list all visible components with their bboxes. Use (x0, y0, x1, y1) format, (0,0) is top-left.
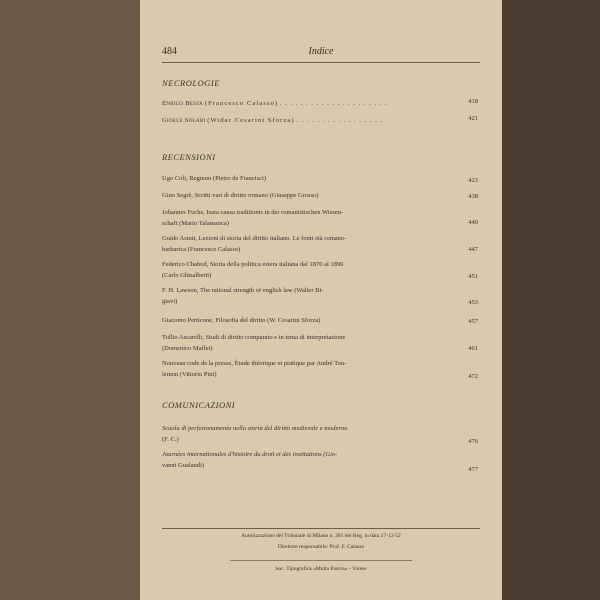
entry-line: (Domenico Maffei) (162, 345, 213, 352)
entry-reviewer: (Widar Cesarini Sforza) (207, 117, 295, 124)
section-title-comunicazioni: COMUNICAZIONI (162, 400, 236, 410)
book-page (140, 0, 502, 600)
index-entry: Enrico Besta (Francesco Calasso) . . . . . . . . . . . . . . . . . . . . . (162, 100, 388, 107)
entry-line: giavi) (162, 298, 178, 305)
footer-director: Direttore responsabile: Prof. F. Calasso (277, 544, 365, 550)
entry-line: Scuola di perfezionamento nella storia del diritto medievale e moderno (162, 425, 348, 432)
index-entry (162, 332, 472, 354)
entry-line: vanni Gualandi) (162, 462, 205, 469)
index-entry (162, 190, 472, 201)
entry-line: Journées internationales d'histoire du droit et des institutions (Gio- (162, 451, 338, 458)
entry-page: 421 (468, 115, 478, 122)
entry-page: 447 (468, 246, 478, 253)
index-entry (162, 358, 472, 380)
background-left (0, 0, 140, 600)
entry-page: 451 (468, 273, 478, 280)
entry-line: lemon (Vittorio Pini) (162, 371, 217, 378)
page-title: Indice (308, 46, 334, 57)
index-entry (162, 449, 472, 471)
entry-page: 438 (468, 193, 478, 200)
index-entry (162, 207, 472, 229)
index-entry: Gioele Solari (Widar Cesarini Sforza) . . . . . . . . . . . . . . . . . (162, 117, 383, 124)
entry-page: 457 (468, 318, 478, 325)
entry-line: Ugo Coli, Regnum (Pietro de Francisci) (162, 175, 266, 182)
footer-rule (162, 528, 480, 529)
index-entry (162, 285, 472, 307)
entry-line: Johannes Fuchs, Iusta causa traditionis in der romanistischen Wissen- (162, 209, 344, 216)
entry-page: 477 (468, 466, 478, 473)
entry-line: Gino Segrè, Scritti vari di diritto romano (Giuseppe Grosso) (162, 192, 319, 199)
entry-page: 423 (468, 177, 478, 184)
entry-line: schaft (Mario Talamanca) (162, 220, 229, 227)
entry-page: 461 (468, 345, 478, 352)
entry-author: Enrico Besta (162, 100, 204, 107)
index-entry (162, 233, 472, 255)
footer-authorization: Autorizzazione del Tribunale di Milano n. 281 del Reg. in data 17-12-52 (241, 533, 401, 539)
index-entry (162, 423, 472, 445)
entry-page: 440 (468, 219, 478, 226)
entry-line: (Carlo Ghisalberti) (162, 272, 212, 279)
entry-line: Giacomo Perticone, Filosofia del diritto (W. Cesarini Sforza) (162, 317, 321, 324)
entry-line: barbarica (Francesco Calasso) (162, 246, 241, 253)
entry-line: Tullio Ascarelli, Studi di diritto comparato e in tema di interpretazione (162, 334, 346, 341)
header-rule (162, 62, 480, 63)
section-title-necrologie: NECROLOGIE (162, 78, 220, 88)
entry-page: 472 (468, 373, 478, 380)
index-entry (162, 259, 472, 281)
entry-author: Gioele Solari (162, 117, 206, 124)
background-right (502, 0, 600, 600)
footer-rule-short (230, 560, 412, 561)
entry-line: F. H. Lawson, The rational strength of english law (Walter Bi- (162, 287, 324, 294)
entry-line: (F. C.) (162, 436, 179, 443)
entry-reviewer: (Francesco Calasso) (204, 100, 279, 107)
footer-printer: Soc. Tipografica «Multa Paucis» - Varese (275, 566, 367, 572)
page-number: 484 (162, 46, 177, 57)
entry-line: Nouveau code de la presse, Étude théorique et pratique par André Tou- (162, 360, 347, 367)
index-entry (162, 173, 472, 184)
entry-page: 453 (468, 299, 478, 306)
entry-line: Federico Chabod, Storia della politica estera italiana dal 1870 al 1896 (162, 261, 344, 268)
section-title-recensioni: RECENSIONI (162, 152, 216, 162)
index-entry (162, 315, 472, 326)
entry-page: 418 (468, 98, 478, 105)
entry-page: 476 (468, 438, 478, 445)
entry-line: Guido Astuti, Lezioni di storia del diritto italiano. Le fonti età romano- (162, 235, 347, 242)
